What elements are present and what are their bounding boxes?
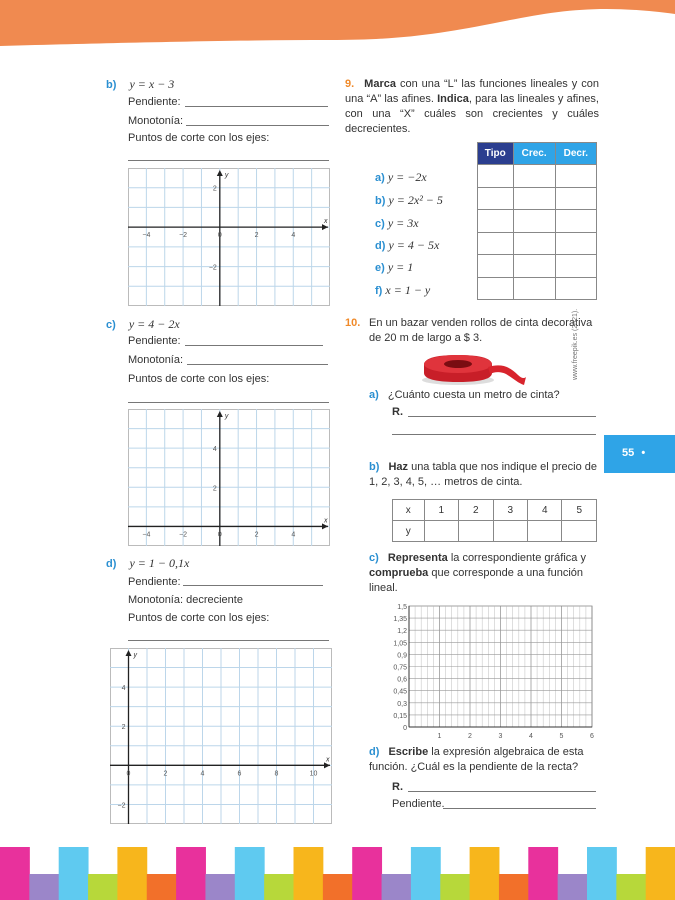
- cell[interactable]: [513, 255, 555, 278]
- answer-a-input-2[interactable]: [392, 434, 596, 435]
- list-item: [375, 238, 439, 254]
- monotonia-c-input[interactable]: [187, 364, 328, 365]
- item-label: d): [375, 240, 386, 252]
- cell: 2: [459, 500, 493, 521]
- item-label: c): [375, 218, 385, 230]
- cell[interactable]: [527, 521, 561, 542]
- ribbon-roll-image: [418, 347, 528, 387]
- y-tick-label: 1,2: [397, 628, 407, 636]
- x-tick-label: 4: [529, 733, 533, 740]
- cell: 3: [493, 500, 527, 521]
- stripe: [528, 847, 558, 900]
- x-tick-label: −2: [179, 232, 188, 240]
- cell[interactable]: [459, 521, 493, 542]
- x-tick-label: 5: [559, 733, 564, 740]
- cortes-b-input[interactable]: [128, 160, 329, 161]
- exercise-number: 9.: [345, 78, 355, 90]
- table-row: [478, 255, 597, 278]
- exercise-number: 10.: [345, 317, 361, 329]
- y-tick-label: −2: [117, 802, 126, 810]
- grid-border: [129, 410, 330, 546]
- equation: y = 4 − 5x: [388, 238, 440, 252]
- y-tick-label: 2: [212, 485, 217, 493]
- cortes-c-label: Puntos de corte con los ejes:: [128, 373, 270, 385]
- cell: 4: [527, 500, 561, 521]
- table-row: [393, 521, 597, 542]
- ex9-table: [477, 142, 597, 300]
- item-label: c): [106, 319, 116, 331]
- cell[interactable]: [555, 210, 596, 233]
- exercise-d: [106, 556, 336, 572]
- x-tick-label: 0: [217, 531, 222, 539]
- pendiente-b-label: Pendiente:: [128, 96, 181, 108]
- item-label: f): [375, 285, 383, 297]
- header-banner: [0, 0, 675, 50]
- item-label: a): [369, 389, 379, 401]
- x-tick-label: 6: [590, 733, 594, 740]
- question: que corresponde a una función lineal.: [369, 567, 584, 594]
- instruction-text: , para las lineales y afines, con una “X” cuáles son crecientes y cuáles decrecientes.: [345, 93, 599, 135]
- pendiente-d2-input[interactable]: [443, 808, 596, 809]
- cortes-d-input[interactable]: [128, 640, 329, 641]
- stripe: [235, 847, 265, 900]
- image-credit: www.freepik.es (2021).: [572, 308, 579, 380]
- equation: y = 3x: [387, 216, 419, 230]
- stripe: [470, 847, 500, 900]
- table-row: [478, 278, 597, 300]
- instruction-bold: comprueba: [369, 567, 429, 579]
- dot-icon: •: [641, 447, 646, 459]
- stripe: [147, 874, 177, 900]
- page-number-text: 55: [622, 447, 635, 459]
- roll-core: [444, 360, 472, 368]
- x-tick-label: −4: [142, 531, 151, 539]
- graph-c[interactable]: [128, 409, 330, 546]
- table-row: [478, 165, 597, 188]
- x-tick-label: 3: [498, 733, 503, 740]
- stripe: [499, 874, 529, 900]
- x-tick-label: 4: [200, 770, 205, 778]
- cortes-b-label: Puntos de corte con los ejes:: [128, 132, 270, 144]
- y-tick-label: 0,9: [397, 652, 407, 660]
- item-label: b): [375, 195, 386, 207]
- y-tick-label: 2: [212, 185, 217, 193]
- stripe: [264, 874, 294, 900]
- question: la correspondiente gráfica y: [447, 552, 586, 564]
- ex10-d-r: R.: [392, 781, 403, 793]
- x-tick-label: 10: [309, 770, 318, 778]
- cell[interactable]: [424, 521, 458, 542]
- item-label: d): [369, 746, 380, 758]
- price-chart[interactable]: [382, 600, 600, 742]
- table-row: [478, 188, 597, 210]
- cell[interactable]: [555, 255, 596, 278]
- stripe: [323, 874, 353, 900]
- question: la expresión algebraica de esta función. ¿Cuál es la pendiente de la recta?: [369, 746, 584, 773]
- answer-d-input[interactable]: [408, 791, 596, 792]
- cell[interactable]: [478, 165, 514, 188]
- pendiente-d-label: Pendiente:: [128, 576, 181, 588]
- x-tick-label: 4: [291, 232, 296, 240]
- stripe: [117, 847, 147, 900]
- item-label: b): [106, 79, 117, 91]
- equation: y = −2x: [387, 170, 427, 184]
- y-tick-label: 4: [121, 685, 126, 693]
- y-tick-label: 0,6: [397, 676, 407, 684]
- cell[interactable]: [513, 278, 555, 300]
- equation: y = 1: [387, 260, 414, 274]
- cell[interactable]: [478, 255, 514, 278]
- monotonia-b-label: Monotonía:: [128, 115, 184, 127]
- stripe: [88, 874, 118, 900]
- equation: y = x − 3: [129, 77, 175, 91]
- cell[interactable]: [513, 210, 555, 233]
- cell[interactable]: [513, 188, 555, 210]
- cell: y: [393, 521, 425, 542]
- cell[interactable]: [513, 233, 555, 255]
- exercise-9-text: [345, 77, 599, 137]
- stripe: [59, 847, 89, 900]
- x-tick-label: 2: [468, 733, 472, 740]
- cell[interactable]: [478, 278, 514, 300]
- y-axis-label: y: [224, 413, 229, 420]
- cell[interactable]: [555, 188, 596, 210]
- item-label: d): [106, 558, 117, 570]
- stripe: [205, 874, 235, 900]
- exercise-b: [106, 77, 336, 93]
- pendiente-d-input[interactable]: [183, 585, 323, 586]
- x-tick-label: 1: [437, 733, 442, 740]
- cortes-d-label: Puntos de corte con los ejes:: [128, 612, 270, 624]
- header-wave: [0, 0, 675, 46]
- list-item: [375, 170, 427, 186]
- item-label: e): [375, 262, 385, 274]
- cell[interactable]: [555, 165, 596, 188]
- y-axis-label: y: [133, 652, 137, 659]
- y-tick-label: 2: [121, 724, 126, 732]
- stripe: [411, 847, 441, 900]
- y-tick-label: 1,5: [397, 604, 407, 611]
- equation: y = 1 − 0,1x: [129, 556, 190, 570]
- exercise-c: [106, 317, 336, 333]
- stripe: [176, 847, 206, 900]
- stripe: [0, 847, 30, 900]
- graph-b[interactable]: [128, 168, 330, 306]
- x-axis-label: x: [324, 517, 328, 525]
- stripe: [558, 874, 588, 900]
- instruction-bold: Indica: [437, 93, 469, 105]
- pendiente-c-label: Pendiente:: [128, 335, 181, 347]
- x-tick-label: 4: [291, 531, 296, 539]
- table-header: [478, 143, 597, 165]
- y-tick-label: 0,3: [397, 700, 407, 708]
- cell: 5: [562, 500, 597, 521]
- stripe: [382, 874, 412, 900]
- x-tick-label: 6: [237, 770, 242, 778]
- y-tick-label: 4: [212, 446, 217, 454]
- y-tick-label: 1,35: [393, 616, 407, 624]
- x-tick-label: 0: [126, 770, 131, 778]
- list-item: [375, 260, 413, 276]
- ex10-a-r: R.: [392, 406, 403, 418]
- question: una tabla que nos indique el precio de 1, 2, 3, 4, 5, … metros de cinta.: [369, 461, 597, 488]
- graph-d[interactable]: [110, 648, 332, 824]
- x-axis-label: x: [324, 218, 328, 226]
- col-tipo: Tipo: [478, 143, 514, 165]
- x-tick-label: 0: [217, 232, 222, 240]
- cell: x: [393, 500, 425, 521]
- item-label: a): [375, 172, 385, 184]
- cell[interactable]: [555, 278, 596, 300]
- cortes-c-input[interactable]: [128, 402, 329, 403]
- cell: 1: [424, 500, 458, 521]
- instruction-bold: Marca: [364, 78, 396, 90]
- ex10-a: [369, 388, 560, 403]
- table-row: [478, 233, 597, 255]
- stripe: [294, 847, 324, 900]
- ex10-table: [392, 499, 597, 542]
- y-tick-label: 0,75: [393, 664, 407, 672]
- x-tick-label: 2: [163, 770, 168, 778]
- y-tick-label: 0: [403, 725, 407, 732]
- monotonia-c-label: Monotonía:: [128, 354, 184, 366]
- ex10-d: [369, 745, 597, 775]
- cell[interactable]: [493, 521, 527, 542]
- item-label: b): [369, 461, 380, 473]
- exercise-10-statement: En un bazar venden rollos de cinta decorativa de 20 m de largo a $ 3.: [369, 317, 593, 344]
- table-row: [393, 500, 597, 521]
- ex10-c: [369, 551, 597, 596]
- x-tick-label: 8: [274, 770, 279, 778]
- monotonia-b-input[interactable]: [186, 125, 329, 126]
- x-axis-label: x: [326, 756, 330, 764]
- cell[interactable]: [478, 210, 514, 233]
- list-item: [375, 283, 430, 299]
- y-tick-label: 1,05: [393, 640, 407, 648]
- col-crec: Crec.: [513, 143, 555, 165]
- stripe: [646, 847, 675, 900]
- pendiente-b-input[interactable]: [185, 106, 328, 107]
- table-row: [478, 210, 597, 233]
- question: ¿Cuánto cuesta un metro de cinta?: [387, 389, 560, 401]
- stripe: [352, 847, 382, 900]
- equation: x = 1 − y: [385, 283, 431, 297]
- cell[interactable]: [478, 233, 514, 255]
- instruction-bold: Haz: [388, 461, 409, 473]
- page-number: [604, 435, 675, 473]
- cell[interactable]: [478, 188, 514, 210]
- cell[interactable]: [555, 233, 596, 255]
- list-item: [375, 193, 443, 209]
- answer-a-input[interactable]: [408, 416, 596, 417]
- ex10-b: [369, 460, 597, 490]
- y-tick-label: 0,45: [393, 688, 407, 696]
- x-tick-label: 2: [254, 232, 259, 240]
- y-tick-label: 0,15: [393, 712, 407, 720]
- stripe: [616, 874, 646, 900]
- cell[interactable]: [562, 521, 597, 542]
- y-tick-label: −2: [208, 264, 217, 272]
- grid-border: [129, 169, 330, 306]
- stripe: [29, 874, 59, 900]
- monotonia-d-label: Monotonía: decreciente: [128, 594, 243, 606]
- instruction-text: con una “L” las funciones lineales y con una “A” las afines.: [345, 78, 599, 105]
- equation: y = 4 − 2x: [128, 317, 180, 331]
- x-tick-label: 2: [254, 531, 259, 539]
- instruction-bold: Representa: [387, 552, 448, 564]
- bottom-stripes: [0, 847, 675, 900]
- stripe: [587, 847, 617, 900]
- pendiente-c-input[interactable]: [185, 345, 323, 346]
- y-axis-label: y: [224, 172, 229, 179]
- cell[interactable]: [513, 165, 555, 188]
- equation: y = 2x² − 5: [388, 193, 443, 207]
- x-tick-label: −2: [179, 531, 188, 539]
- item-label: c): [369, 552, 379, 564]
- x-tick-label: −4: [142, 232, 151, 240]
- instruction-bold: Escribe: [388, 746, 429, 758]
- col-decr: Decr.: [555, 143, 596, 165]
- ex10-d-pendiente: Pendiente.: [392, 798, 445, 810]
- ribbon-tail: [488, 365, 526, 385]
- stripe: [440, 874, 470, 900]
- list-item: [375, 216, 419, 232]
